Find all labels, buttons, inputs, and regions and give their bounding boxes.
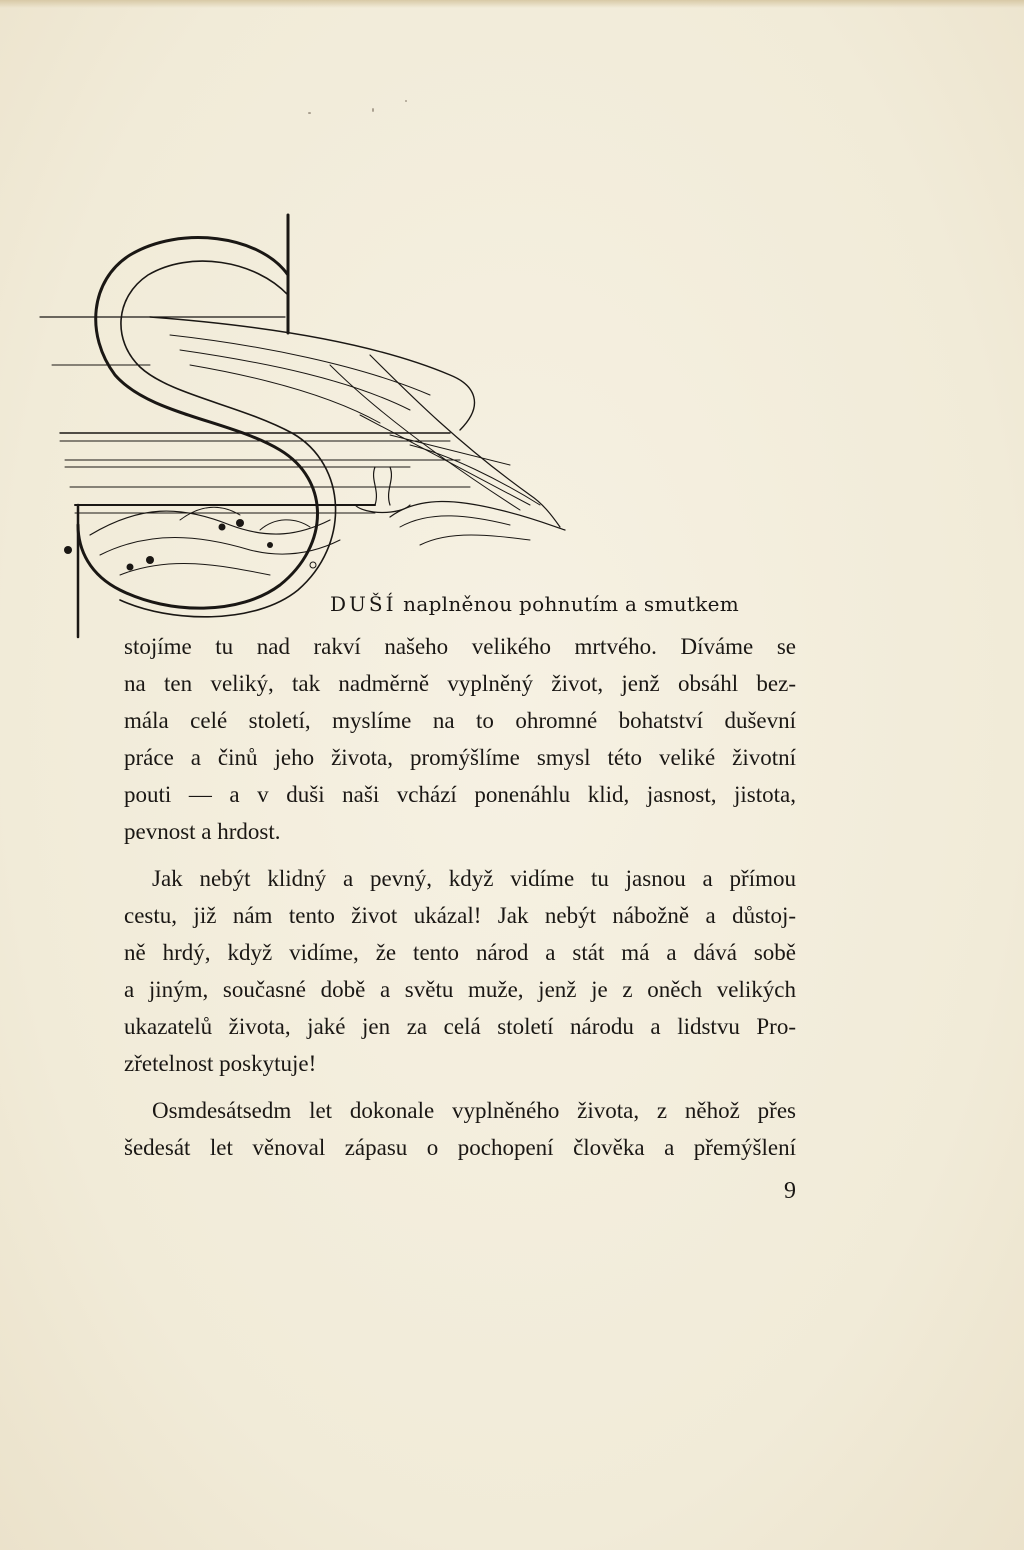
text-line: Osmdesátsedm let dokonale vyplněného života, z něhož přes bbox=[152, 1098, 796, 1123]
paragraph-1 bbox=[124, 628, 796, 850]
text-line: zřetelnost poskytuje! bbox=[124, 1051, 317, 1076]
text-line: ně hrdý, když vidíme, že tento národ a stát má a dává sobě bbox=[124, 940, 796, 965]
text-line: na ten veliký, tak nadměrně vyplněný život, jenž obsáhl bez- bbox=[124, 671, 796, 696]
lead-in-text: naplněnou pohnutím a smutkem bbox=[403, 592, 740, 616]
text-line: stojíme tu nad rakví našeho velikého mrtvého. Díváme se bbox=[124, 634, 796, 659]
lead-in-line bbox=[330, 592, 739, 616]
paragraph-3 bbox=[124, 1092, 796, 1166]
text-line: pevnost a hrdost. bbox=[124, 819, 281, 844]
text-line: Jak nebýt klidný a pevný, když vidíme tu jasnou a přímou bbox=[152, 866, 796, 891]
text-line: šedesát let věnoval zápasu o pochopení člověka a přemýšlení bbox=[124, 1135, 796, 1160]
text-line: práce a činů jeho života, promýšlíme smysl této veliké životní bbox=[124, 745, 796, 770]
text-line: pouti — a v duši naši vchází ponenáhlu klid, jasnost, jistota, bbox=[124, 782, 796, 807]
page-number: 9 bbox=[784, 1178, 796, 1204]
lead-in-caps: DUŠÍ bbox=[330, 592, 397, 616]
text-line: mála celé století, myslíme na to ohromné bohatství duševní bbox=[124, 708, 796, 733]
page-top-edge bbox=[0, 0, 1024, 8]
text-line: ukazatelů života, jaké jen za celá století národu a lidstvu Pro- bbox=[124, 1014, 796, 1039]
paper-speck bbox=[372, 108, 374, 112]
text-line: a jiným, současné době a světu muže, jenž je z oněch velikých bbox=[124, 977, 796, 1002]
paper-speck bbox=[405, 100, 407, 102]
paragraph-2 bbox=[124, 860, 796, 1082]
decorative-initial-s bbox=[30, 205, 570, 655]
text-line: cestu, již nám tento život ukázal! Jak nebýt nábožně a důstoj- bbox=[124, 903, 796, 928]
paper-speck bbox=[308, 112, 311, 114]
